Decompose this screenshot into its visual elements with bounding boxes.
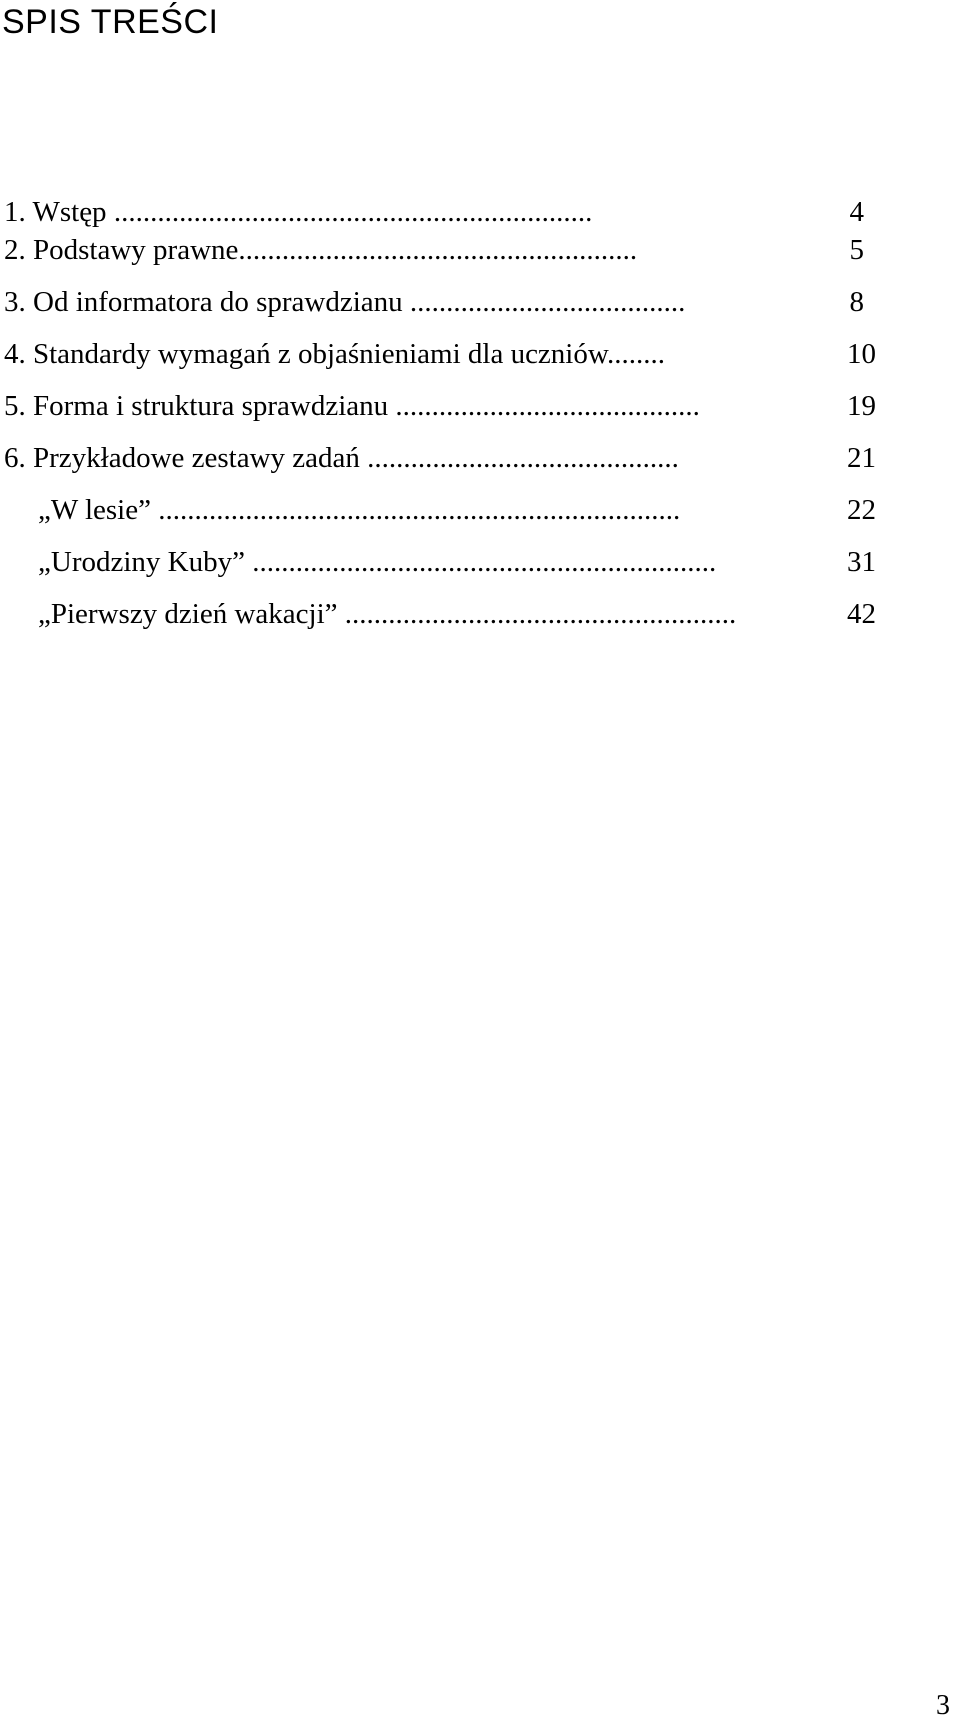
toc-entry-page: 19 — [843, 390, 876, 423]
toc-entry-informator — [4, 286, 864, 326]
toc-entry-page: 42 — [843, 598, 876, 631]
toc-entry-w-lesie — [4, 494, 876, 534]
toc-entry-leader: ........................................................................ — [150, 494, 681, 526]
toc-entry-legal-basis — [4, 234, 864, 274]
toc-entry-title: 3. Od informatora do sprawdzianu — [4, 286, 403, 318]
toc-entry-form-structure — [4, 390, 876, 430]
toc-entry-title: 5. Forma i struktura sprawdzianu — [4, 390, 389, 422]
toc-entry-page: 5 — [846, 234, 865, 267]
toc-entry-title: „Pierwszy dzień wakacji” — [38, 598, 338, 630]
toc-entry-title: 1. Wstęp — [4, 196, 107, 228]
toc-entry-page: 4 — [846, 196, 865, 229]
toc-entry-page: 22 — [843, 494, 876, 527]
toc-entry-leader: ...................................... — [402, 286, 686, 318]
toc-entry-page: 31 — [843, 546, 876, 579]
toc-entry-title: „W lesie” — [38, 494, 151, 526]
toc-entry-standards — [4, 338, 876, 378]
toc-entry-pierwszy-dzien — [4, 598, 876, 638]
toc-entry-leader: ........................................... — [359, 442, 679, 474]
toc-entry-title: 2. Podstawy prawne — [4, 234, 239, 266]
toc-entry-page: 21 — [843, 442, 876, 475]
toc-entry-leader: ...................................................... — [337, 598, 737, 630]
page-title: SPIS TREŚCI — [2, 3, 219, 41]
page-number: 3 — [936, 1690, 950, 1721]
toc-entry-leader: .................................................................. — [106, 196, 593, 228]
toc-entry-leader: ....................................................... — [238, 234, 638, 266]
toc-entry-sample-sets — [4, 442, 876, 482]
toc-entry-intro — [4, 196, 864, 236]
toc-entry-urodziny-kuby — [4, 546, 876, 586]
toc-entry-page: 10 — [843, 338, 876, 371]
toc-entry-title: 6. Przykładowe zestawy zadań — [4, 442, 360, 474]
toc-entry-page: 8 — [846, 286, 865, 319]
toc-entry-title: 4. Standardy wymagań z objaśnieniami dla uczniów — [4, 338, 607, 370]
toc-entry-leader: ................................................................ — [244, 546, 717, 578]
toc-entry-title: „Urodziny Kuby” — [38, 546, 245, 578]
toc-entry-leader: .......................................... — [388, 390, 700, 422]
toc-entry-leader: ........ — [606, 338, 665, 370]
